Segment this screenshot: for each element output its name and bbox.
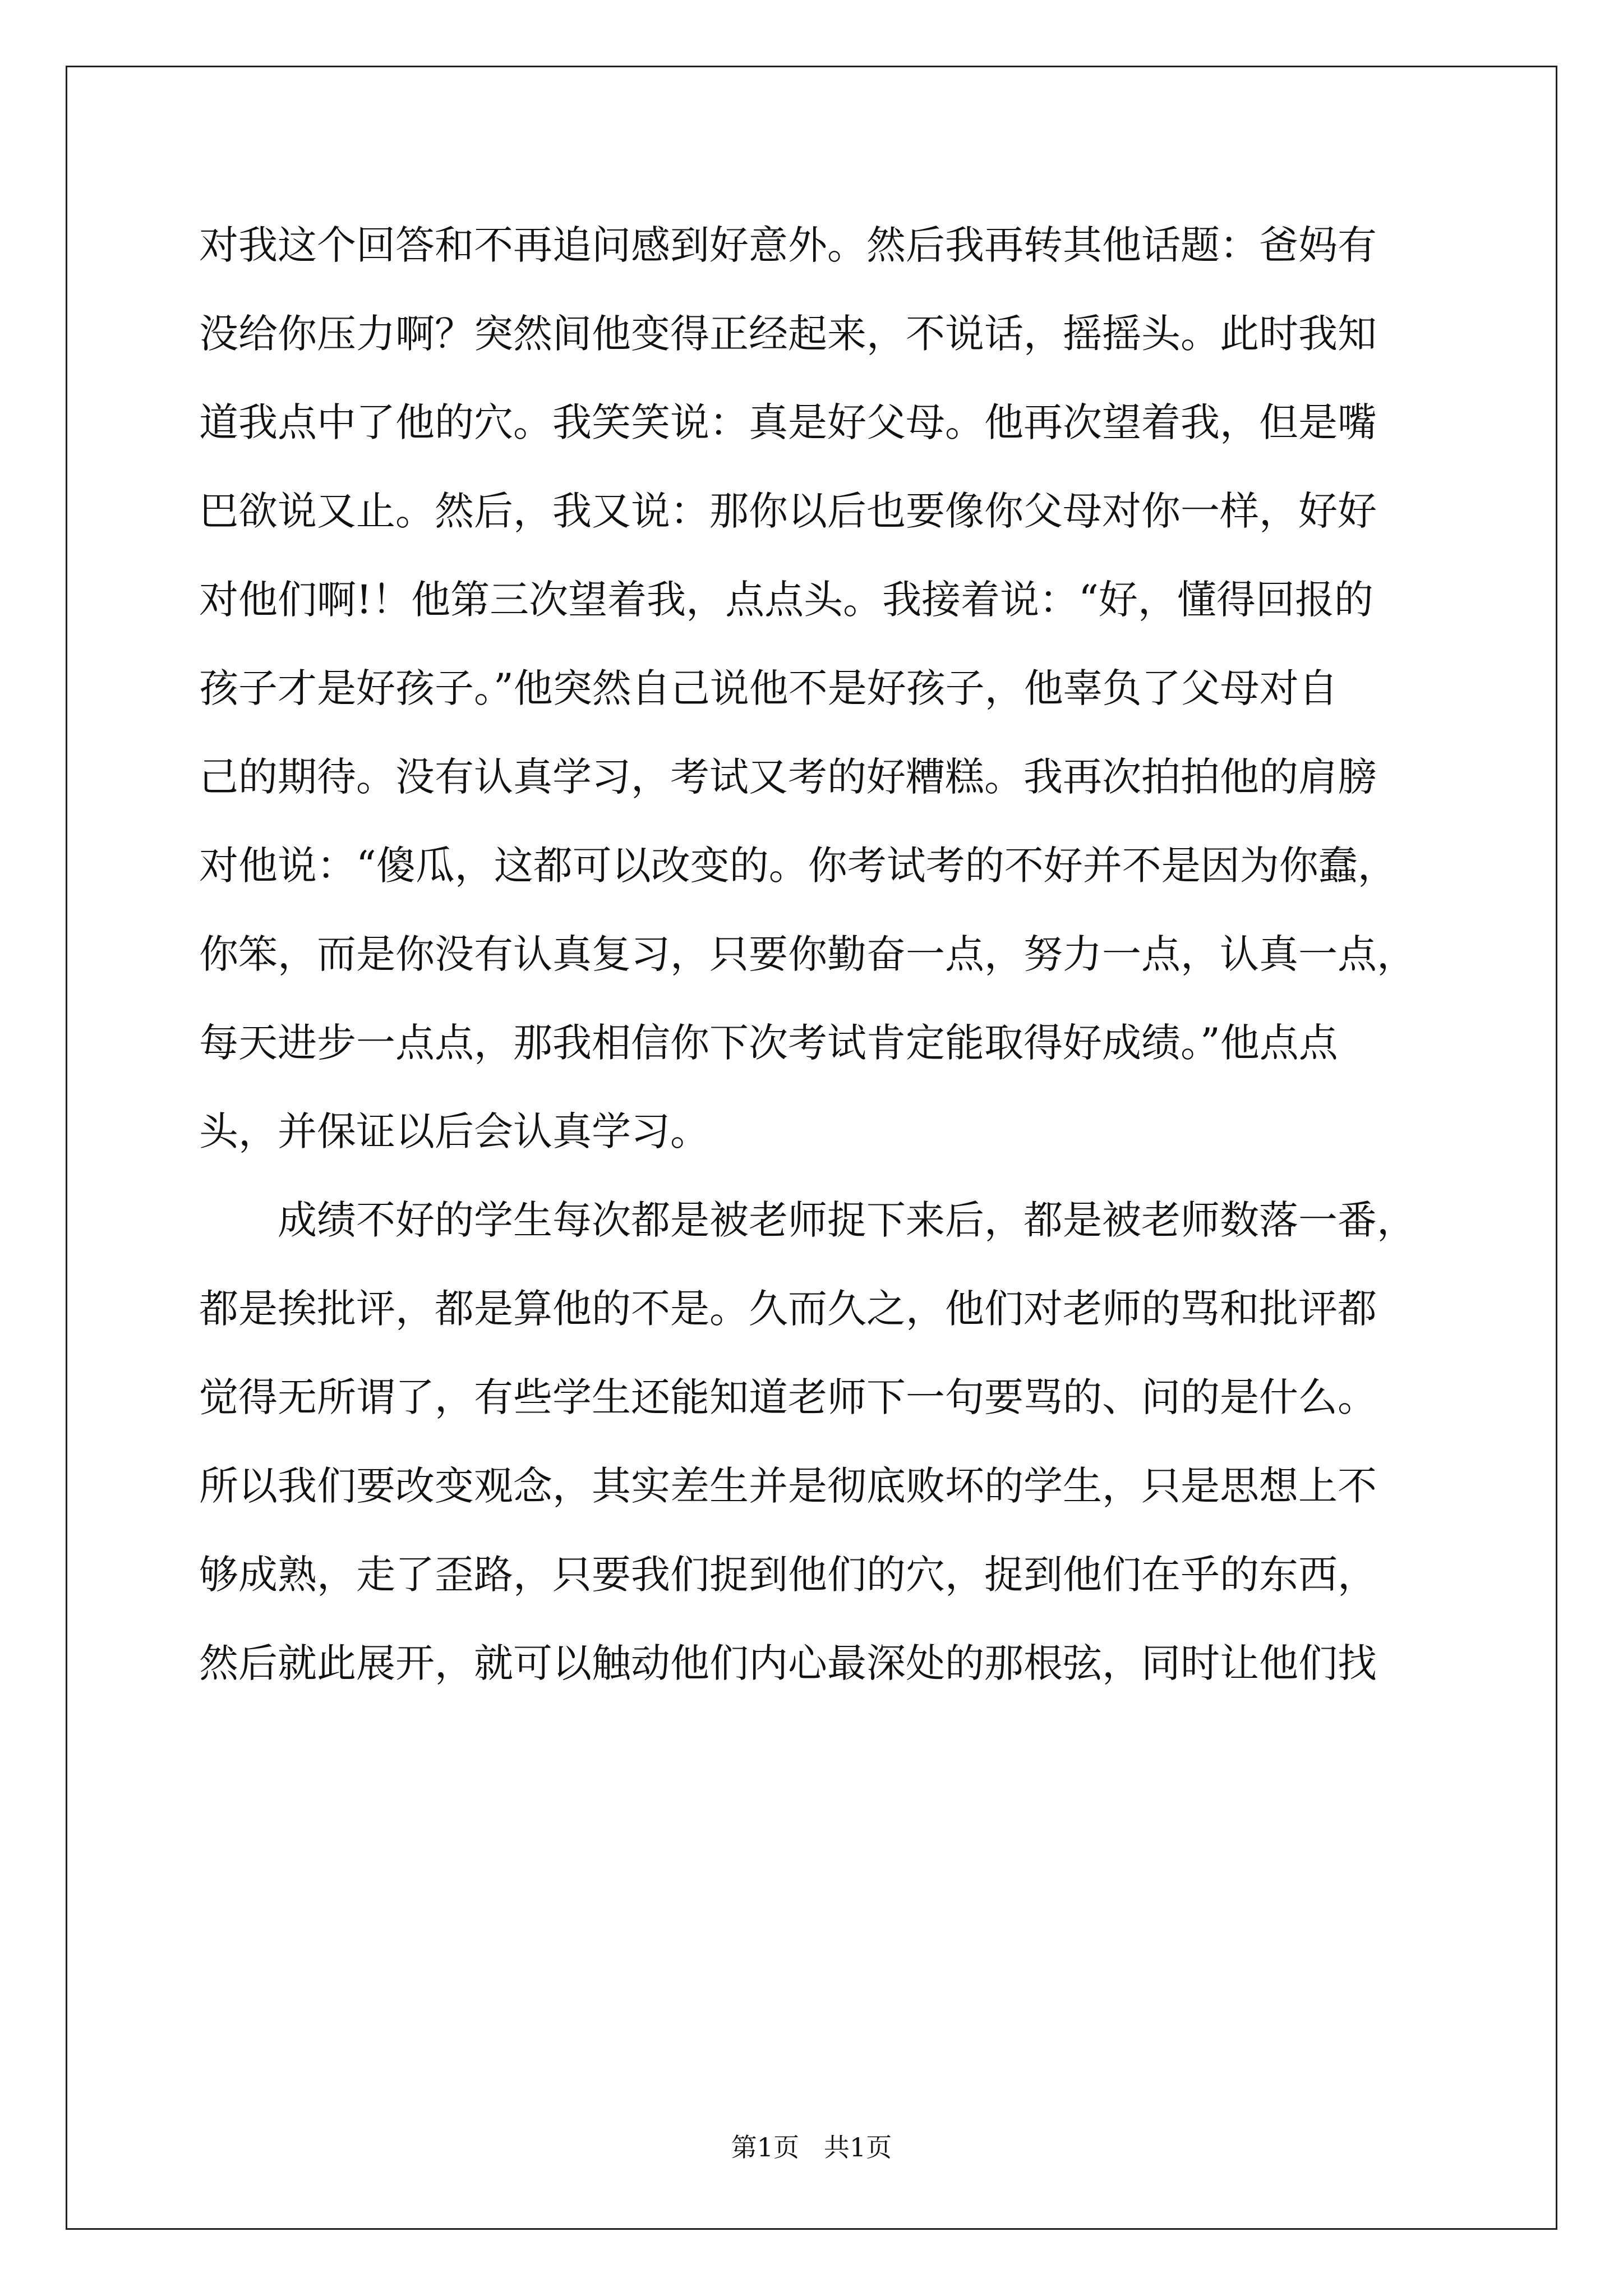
page-footer: 第1页 共1页 [731, 2132, 892, 2162]
text-line: 所以我们要改变观念，其实差生并是彻底败坏的学生，只是思想上不 [199, 1463, 1377, 1509]
text-line: 头，并保证以后会认真学习。 [199, 1108, 709, 1154]
text-line: 都是挨批评，都是算他的不是。久而久之，他们对老师的骂和批评都 [199, 1286, 1377, 1332]
text-line: 己的期待。没有认真学习，考试又考的好糟糕。我再次拍拍他的肩膀 [199, 754, 1377, 800]
text-line: 孩子才是好孩子。”他突然自己说他不是好孩子，他辜负了父母对自 [199, 665, 1338, 711]
text-line: 然后就此展开，就可以触动他们内心最深处的那根弦，同时让他们找 [199, 1640, 1377, 1686]
text-line: 道我点中了他的穴。我笑笑说：真是好父母。他再次望着我，但是嘴 [199, 399, 1377, 445]
text-line: 对我这个回答和不再追问感到好意外。然后我再转其他话题：爸妈有 [199, 222, 1377, 268]
text-line: 没给你压力啊？突然间他变得正经起来，不说话，摇摇头。此时我知 [199, 311, 1377, 357]
paragraph-start-line: 成绩不好的学生每次都是被老师捉下来后，都是被老师数落一番， [278, 1197, 1416, 1243]
text-line: 觉得无所谓了，有些学生还能知道老师下一句要骂的、问的是什么。 [199, 1374, 1377, 1420]
text-line: 够成熟，走了歪路，只要我们捉到他们的穴，捉到他们在乎的东西， [199, 1552, 1377, 1598]
text-line: 巴欲说又止。然后，我又说：那你以后也要像你父母对你一样，好好 [199, 488, 1377, 534]
text-line: 对他们啊!！他第三次望着我，点点头。我接着说：“好，懂得回报的 [199, 577, 1373, 623]
text-line: 对他说：“傻瓜，这都可以改变的。你考试考的不好并不是因为你蠢， [199, 843, 1397, 889]
text-line: 你笨，而是你没有认真复习，只要你勤奋一点，努力一点，认真一点， [199, 931, 1416, 977]
text-line: 每天进步一点点，那我相信你下次考试肯定能取得好成绩。”他点点 [199, 1020, 1338, 1066]
